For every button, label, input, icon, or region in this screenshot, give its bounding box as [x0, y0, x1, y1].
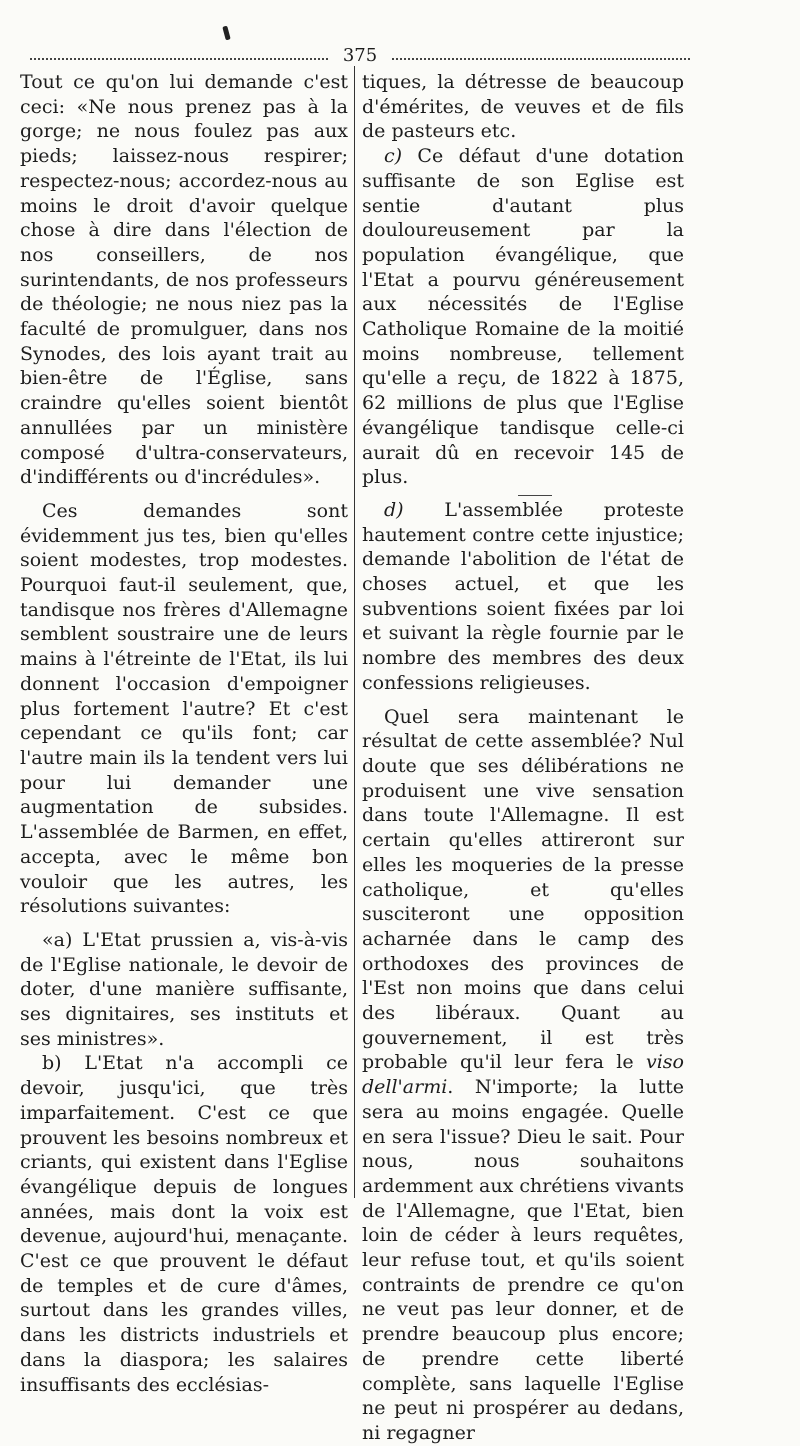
italic-phrase: viso dell'armi: [362, 1051, 684, 1099]
item-label-c: c): [384, 145, 403, 168]
right-paragraph-2: [362, 144, 684, 490]
header-rule-left: [30, 58, 328, 60]
left-paragraph-3: «a) L'Etat prussien a, vis-à-vis de l'Eglise nationale, le devoir de doter, d'une manière suffisante, ses dignitaires, ses instituts et ses ministres».: [20, 928, 348, 1050]
right-paragraph-1: tiques, la détresse de beaucoup d'émérites, de veuves et de fils de pasteurs etc.: [362, 71, 684, 143]
page-header: [30, 44, 690, 68]
right-paragraph-3-text: L'assemblée proteste hautement contre cette injustice; demande l'abolition de l'état de choses actuel, et que les subventions soient fixées par loi et suivant la règle fournie par le nombre des membres des deux confessions religieuses.: [362, 498, 684, 694]
right-paragraph-4: [362, 705, 684, 1446]
right-column: [362, 70, 684, 1446]
right-paragraph-4-start: Quel sera maintenant le résultat de cette assemblée? Nul doute que ses délibérations ne produisent une vive sensation dans toute l'Allemagne. Il est certain qu'elles attireront sur elles les moqueries de la presse catholique, et qu'elles susciteront une opposition acharnée dans le camp des orthodoxes des provinces de l'Est non moins que dans celui des libéraux. Quant au gouvernement, il est très probable qu'il leur fera le: [362, 705, 684, 1074]
left-paragraph-2: Ces demandes sont évidemment jus tes, bien qu'elles soient modestes, trop modestes. Pourquoi faut-il seulement, que, tandisque nos frères d'Allemagne semblent soustraire une de leurs mains à l'étreinte de l'Etat, ils lui donnent l'occasion d'empoigner plus fortement l'autre? Et c'est cependant ce qu'ils font; car l'autre main ils la tendent vers lui pour lui demander une augmentation de subsides. L'assemblée de Barmen, en effet, accepta, avec le même bon vouloir que les autres, les résolutions suivantes:: [20, 499, 348, 918]
page-number: 375: [342, 45, 378, 66]
left-paragraph-1: Tout ce qu'on lui demande c'est ceci: «Ne nous prenez pas à la gorge; ne nous foulez pas aux pieds; laissez-nous respirer; respectez-nous; accordez-nous au moins le droit d'avoir quelque chose à dire dans l'élection de nos conseillers, de nos surintendants, de nos professeurs de théologie; ne nous niez pas la faculté de promulguer, dans nos Synodes, des lois ayant trait au bien-être de l'Église, sans craindre qu'elles soient bientôt annullées par un ministère composé d'ultra-conservateurs, d'indifférents ou d'incrédules».: [20, 71, 348, 489]
left-column: [20, 70, 348, 1397]
ink-mark: [222, 26, 230, 41]
left-paragraph-4: b) L'Etat n'a accompli ce devoir, jusqu'ici, que très imparfaitement. C'est ce que prouvent les besoins nombreux et criants, qui existent dans l'Eglise évangélique depuis de longues années, mais dont la voix est devenue, aujourd'hui, menaçante. C'est ce que prouvent le défaut de temples et de cure d'âmes, surtout dans les grandes villes, dans les districts industriels et dans la diaspora; les salaires insuffisants des ecclésias-: [20, 1052, 348, 1396]
header-rule-right: [392, 58, 690, 60]
right-paragraph-2-text: Ce défaut d'une dotation suffisante de son Eglise est sentie d'autant plus douloureusement par la population évangélique, que l'Etat a pourvu généreusement aux nécessités de l'Eglise Catholique Romaine de la moitié moins nombreuse, tellement qu'elle a reçu, de 1822 à 1875, 62 millions de plus que l'Eglise évangélique tandisque celle-ci aurait dû en recevoir 145 de plus.: [362, 145, 684, 489]
column-divider: [354, 66, 355, 1198]
right-paragraph-3: [362, 498, 684, 696]
section-rule: [518, 495, 552, 496]
right-paragraph-4-end: . N'importe; la lutte sera au moins engagée. Quelle en sera l'issue? Dieu le sait. Pour nous, nous souhaitons ardemment aux chrétiens vivants de l'Allemagne, que l'Etat, bien loin de céder à leurs requêtes, leur refuse tout, et qu'ils soient contraints de prendre ce qu'on ne veut pas leur donner, et de prendre beaucoup plus encore; de prendre cette liberté complète, sans laquelle l'Eglise ne peut ni prospérer au dedans, ni regagner: [362, 1076, 685, 1444]
item-label-d: d): [384, 498, 404, 521]
